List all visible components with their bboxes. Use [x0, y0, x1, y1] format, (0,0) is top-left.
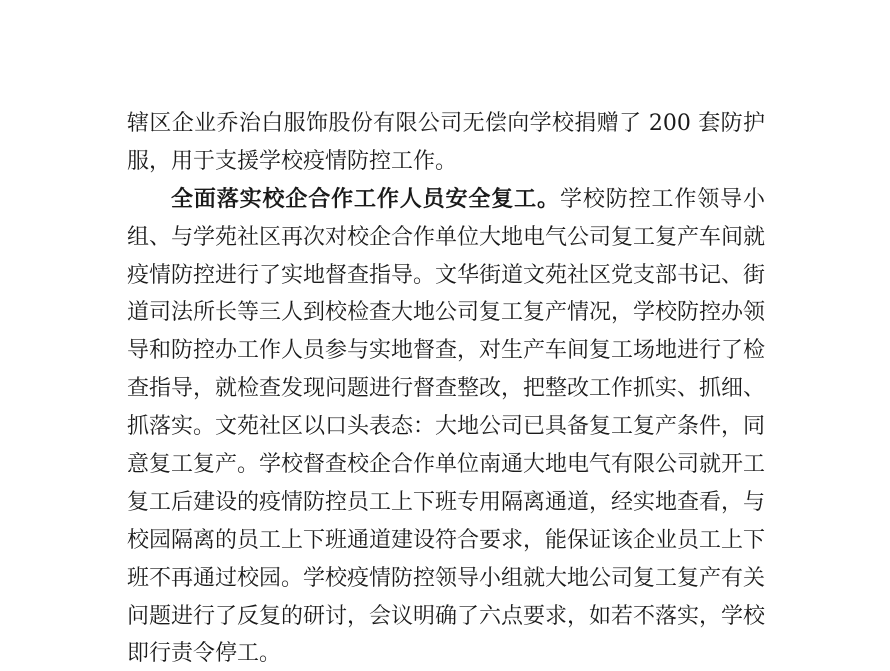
- text-segment: 问题进行了反复的研讨，会议明确了六点要求，如若不落实，学校: [127, 603, 765, 629]
- text-segment: 抓落实。文苑社区以口头表态：大地公司已具备复工复产条件，同: [127, 414, 765, 440]
- text-line: [127, 257, 765, 295]
- text-line: [127, 181, 765, 219]
- text-segment: 导和防控办工作人员参与实地督查，对生产车间复工场地进行了检: [127, 338, 765, 364]
- text-segment: 道司法所长等三人到校检查大地公司复工复产情况，学校防控办领: [127, 300, 765, 326]
- text-segment: 辖区企业乔治白服饰股份有限公司无偿向学校捐赠了 200 套防护: [127, 111, 765, 136]
- text-line: [127, 560, 765, 598]
- text-segment: 查指导，就检查发现问题进行督查整改，把整改工作抓实、抓细、: [127, 376, 765, 402]
- text-segment: 班不再通过校园。学校疫情防控领导小组就大地公司复工复产有关: [127, 565, 765, 591]
- text-line: [127, 105, 765, 143]
- text-segment: 组、与学苑社区再次对校企合作单位大地电气公司复工复产车间就: [127, 224, 765, 250]
- text-line: [127, 294, 765, 332]
- text-line: [127, 484, 765, 522]
- text-line: [127, 332, 765, 370]
- text-segment: 复工后建设的疫情防控员工上下班专用隔离通道，经实地查看，与: [127, 489, 765, 515]
- text-line: [127, 598, 765, 636]
- text-segment: 学校防控工作领导小: [559, 186, 765, 212]
- text-line: [127, 370, 765, 408]
- text-segment: 即行责令停工。: [127, 641, 282, 667]
- text-line: [127, 408, 765, 446]
- text-line: [127, 219, 765, 257]
- text-block: [127, 105, 765, 671]
- text-segment: 意复工复产。学校督查校企合作单位南通大地电气有限公司就开工: [127, 452, 765, 478]
- text-line: [127, 143, 765, 181]
- text-line: [127, 522, 765, 560]
- bold-text-segment: 全面落实校企合作工作人员安全复工。: [171, 185, 560, 212]
- text-line: [127, 446, 765, 484]
- text-line: [127, 635, 765, 671]
- text-segment: 疫情防控进行了实地督查指导。文华街道文苑社区党支部书记、街: [127, 262, 765, 288]
- text-segment: 服，用于支援学校疫情防控工作。: [127, 148, 458, 174]
- text-segment: 校园隔离的员工上下班通道建设符合要求，能保证该企业员工上下: [127, 527, 765, 553]
